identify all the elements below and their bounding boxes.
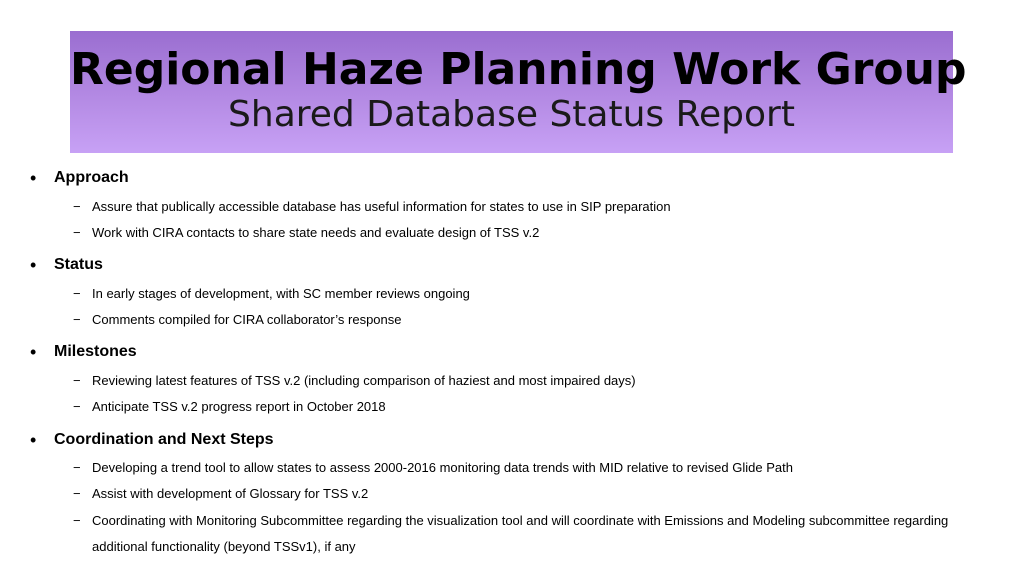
- bullet-heading: Status: [54, 256, 103, 273]
- dash-icon: −: [73, 199, 81, 214]
- bullet-icon: •: [30, 255, 37, 275]
- sub-bullet-text: Assure that publically accessible database has useful information for states to use in SIP preparation: [92, 199, 671, 214]
- sub-bullet-text: Anticipate TSS v.2 progress report in October 2018: [92, 399, 386, 414]
- bullet-approach: [0, 166, 1024, 190]
- sub-bullet-text: Assist with development of Glossary for TSS v.2: [92, 486, 369, 501]
- bullet-coordination: [0, 428, 1024, 452]
- dash-icon: −: [73, 373, 81, 388]
- bullet-heading: Milestones: [54, 343, 137, 360]
- dash-icon: −: [73, 225, 81, 240]
- dash-icon: −: [73, 460, 81, 475]
- sub-bullet-text: Reviewing latest features of TSS v.2 (including comparison of haziest and most impaired days): [92, 373, 636, 388]
- slide-subtitle: Shared Database Status Report: [228, 94, 795, 135]
- sub-bullet-text: Developing a trend tool to allow states to assess 2000-2016 monitoring data trends with MID relative to revised Glide Path: [92, 460, 793, 475]
- sub-bullet-text: In early stages of development, with SC member reviews ongoing: [92, 286, 470, 301]
- bullet-heading: Coordination and Next Steps: [54, 431, 274, 448]
- dash-icon: −: [73, 312, 81, 327]
- bullet-icon: •: [30, 430, 37, 450]
- bullet-status: [0, 253, 1024, 277]
- sub-bullet-text: Comments compiled for CIRA collaborator’s response: [92, 312, 402, 327]
- bullet-icon: •: [30, 342, 37, 362]
- dash-icon: −: [73, 399, 81, 414]
- bullet-heading: Approach: [54, 169, 129, 186]
- dash-icon: −: [73, 486, 81, 501]
- sub-bullet-text: Coordinating with Monitoring Subcommittee regarding the visualization tool and will coordinate with Emissions and Modeling subcommittee regarding additional functionality (beyond TSSv1), if any: [92, 513, 949, 554]
- dash-icon: −: [73, 513, 81, 528]
- bullet-icon: •: [30, 168, 37, 188]
- dash-icon: −: [73, 286, 81, 301]
- slide-title: Regional Haze Planning Work Group: [70, 44, 967, 95]
- sub-bullet-text: Work with CIRA contacts to share state needs and evaluate design of TSS v.2: [92, 225, 540, 240]
- bullet-milestones: [0, 340, 1024, 364]
